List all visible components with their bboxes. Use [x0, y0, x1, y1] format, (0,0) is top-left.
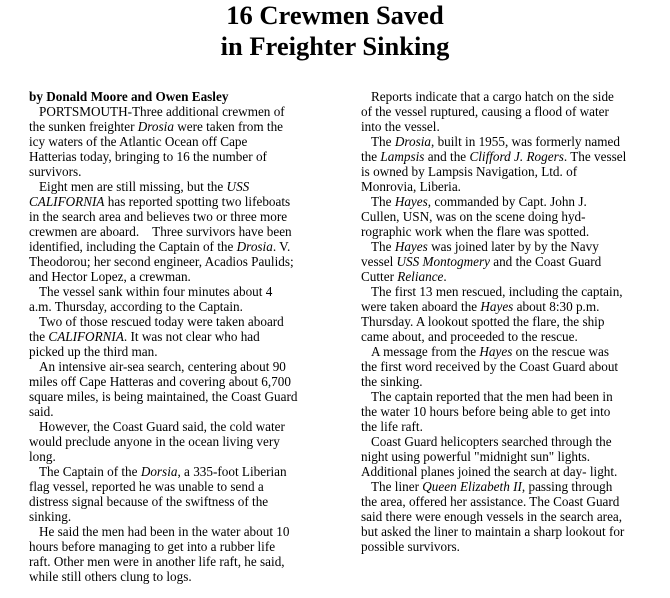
byline: by Donald Moore and Owen Easley [29, 89, 229, 104]
text-run: . [443, 269, 447, 284]
italic-text: Hayes [479, 344, 513, 359]
article-line [361, 134, 646, 149]
text-run: However, the Coast Guard said, the cold water [39, 419, 285, 434]
text-run: the sinking. [361, 374, 423, 389]
article-line [29, 419, 339, 434]
article-line [29, 374, 339, 389]
article-line [361, 419, 646, 434]
text-run: Reports indicate that a cargo hatch on the side [371, 89, 614, 104]
text-run: hours before managing to get into a rubber life [29, 539, 276, 554]
article-line [29, 299, 339, 314]
text-run: the sunken freighter [29, 119, 138, 134]
text-run: was joined later by by the Navy [427, 239, 599, 254]
text-run: , passing through [521, 479, 613, 494]
text-run: , commanded by Capt. John J. [427, 194, 587, 209]
article-line [29, 479, 339, 494]
text-run: Two of those rescued today were taken aboard [39, 314, 284, 329]
text-run: Monrovia, Liberia. [361, 179, 461, 194]
article-line [361, 494, 646, 509]
text-run: possible survivors. [361, 539, 460, 554]
text-run: into the vessel. [361, 119, 440, 134]
text-run: on the rescue was [512, 344, 610, 359]
text-run: said. [29, 404, 54, 419]
italic-text: Hayes [394, 194, 428, 209]
text-run: came about, and proceeded to the rescue. [361, 329, 578, 344]
text-run: Coast Guard helicopters searched through the [371, 434, 612, 449]
italic-text: Hayes [394, 239, 428, 254]
article-line [29, 389, 339, 404]
text-run: , a 335-foot Liberian [177, 464, 287, 479]
article-line [361, 509, 646, 524]
text-run: Theodorou; her second engineer, Acadios Paulids; [29, 254, 294, 269]
text-run: The liner [371, 479, 423, 494]
article-line [29, 134, 339, 149]
article-line [361, 284, 646, 299]
article-line [361, 179, 646, 194]
text-run: Eight men are still missing, but the [39, 179, 227, 194]
text-run: the water 10 hours before being able to get into [361, 404, 611, 419]
italic-text: Reliance [397, 269, 444, 284]
text-run: about 8:30 p.m. [513, 299, 600, 314]
text-run: is owned by Lampsis Navigation, Ltd. of [361, 164, 578, 179]
text-run: Thursday. A lookout spotted the flare, the ship [361, 314, 605, 329]
article-line [361, 344, 646, 359]
article-line [361, 389, 646, 404]
text-run: The vessel sank within four minutes about 4 [39, 284, 273, 299]
article-line [361, 329, 646, 344]
article-line [29, 464, 339, 479]
text-run: and Hector Lopez, a crewman. [29, 269, 191, 284]
text-run: survivors. [29, 164, 82, 179]
text-run: The [371, 239, 395, 254]
text-run: distress signal because of the swiftness of the [29, 494, 269, 509]
article-line [29, 539, 339, 554]
text-run: would preclude anyone in the ocean living very [29, 434, 280, 449]
text-run: Cutter [361, 269, 398, 284]
article-line [361, 164, 646, 179]
headline [0, 0, 670, 62]
article-line [29, 224, 339, 239]
text-run: The [371, 134, 395, 149]
italic-text: Drosia [394, 134, 431, 149]
text-run: Additional planes joined the search at day- light. [361, 464, 618, 479]
text-run: and the Coast Guard [489, 254, 602, 269]
text-run: flag vessel, reported he was unable to send a [29, 479, 264, 494]
italic-text: CALIFORNIA [29, 194, 105, 209]
article-line [361, 89, 646, 104]
text-run: were taken from the [173, 119, 284, 134]
article-line [29, 344, 339, 359]
article-line [29, 509, 339, 524]
text-run: , built in 1955, was formerly named [430, 134, 620, 149]
article-line [361, 404, 646, 419]
article-line [29, 569, 339, 584]
text-run: The captain reported that the men had been in [371, 389, 613, 404]
article-line [29, 314, 339, 329]
italic-text: USS [226, 179, 250, 194]
italic-text: Clifford J. Rogers [469, 149, 564, 164]
article-line [361, 524, 646, 539]
text-run: miles off Cape Hatteras and covering about 6,700 [29, 374, 291, 389]
text-run: Hatterias today, bringing to 16 the number of [29, 149, 267, 164]
italic-text: Drosia [137, 119, 174, 134]
article-line [29, 164, 339, 179]
text-run: has reported spotting two lifeboats [104, 194, 291, 209]
article-line [361, 194, 646, 209]
text-run: square miles, is being maintained, the Coast Guard [29, 389, 298, 404]
article-line [29, 434, 339, 449]
text-run: the [29, 329, 49, 344]
article-line [29, 239, 339, 254]
text-run: said there were enough vessels in the search area, [361, 509, 623, 524]
text-run: PORTSMOUTH-Three additional crewmen of [39, 104, 285, 119]
article-line [29, 494, 339, 509]
text-run: icy waters of the Atlantic Ocean off Cape [29, 134, 248, 149]
article-line [361, 479, 646, 494]
text-run: Cullen, USN, was on the scene doing hyd- [361, 209, 586, 224]
text-run: rographic work when the flare was spotted. [361, 224, 590, 239]
text-run: sinking. [29, 509, 72, 524]
text-run: The first 13 men rescued, including the captain, [371, 284, 623, 299]
text-run: night using powerful "midnight sun" lights. [361, 449, 591, 464]
text-run: in the search area and believes two or three more [29, 209, 288, 224]
article-line [29, 554, 339, 569]
article-line [361, 254, 646, 269]
article-line [361, 539, 646, 554]
article-column-right [361, 89, 646, 554]
italic-text: Dorsia [140, 464, 178, 479]
article-line [29, 194, 339, 209]
italic-text: CALIFORNIA [48, 329, 124, 344]
article-line [361, 239, 646, 254]
headline-line-2: in Freighter Sinking [220, 31, 450, 61]
text-run: raft. Other men were in another life raft, he said, [29, 554, 285, 569]
headline-line-1: 16 Crewmen Saved [226, 0, 444, 30]
article-line [29, 179, 339, 194]
article-line [29, 404, 339, 419]
article-line [361, 119, 646, 134]
article-line [361, 359, 646, 374]
text-run: . V. [272, 239, 291, 254]
text-run: vessel [361, 254, 397, 269]
article-line [361, 464, 646, 479]
italic-text: Drosia [236, 239, 273, 254]
article-line [361, 299, 646, 314]
article-column-left [29, 89, 339, 584]
article-line [361, 209, 646, 224]
article-line [29, 329, 339, 344]
text-run: were taken aboard the [361, 299, 481, 314]
italic-text: Hayes [480, 299, 514, 314]
article-line [361, 104, 646, 119]
article-line [361, 374, 646, 389]
text-run: the life raft. [361, 419, 423, 434]
text-run: but asked the liner to maintain a sharp lookout for [361, 524, 625, 539]
text-run: A message from the [371, 344, 480, 359]
italic-text: Queen Elizabeth II [422, 479, 522, 494]
article-line [361, 449, 646, 464]
text-run: a.m. Thursday, according to the Captain. [29, 299, 243, 314]
text-run: . It was not clear who had [123, 329, 260, 344]
article-line [29, 254, 339, 269]
article-line [29, 149, 339, 164]
text-run: while still others clung to logs. [29, 569, 192, 584]
article-line [29, 359, 339, 374]
text-run: He said the men had been in the water about 10 [39, 524, 290, 539]
text-run: long. [29, 449, 56, 464]
text-run: crewmen are aboard. Three survivors have been [29, 224, 292, 239]
text-run: the [361, 149, 381, 164]
text-run: identified, including the Captain of the [29, 239, 237, 254]
article-line [361, 269, 646, 284]
text-run: the area, offered her assistance. The Coast Guard [361, 494, 620, 509]
text-run: the first word received by the Coast Guard about [361, 359, 619, 374]
italic-text: Lampsis [380, 149, 425, 164]
article-line [29, 269, 339, 284]
article-line [361, 224, 646, 239]
text-run: of the vessel ruptured, causing a flood of water [361, 104, 609, 119]
article-line [361, 314, 646, 329]
article-line [361, 149, 646, 164]
text-run: The Captain of the [39, 464, 141, 479]
text-run: . The vessel [563, 149, 627, 164]
italic-text: USS Montogmery [396, 254, 490, 269]
article-line [29, 524, 339, 539]
text-run: An intensive air-sea search, centering about 90 [39, 359, 286, 374]
article-line [29, 119, 339, 134]
article-line [29, 284, 339, 299]
article-line [29, 209, 339, 224]
article-line [29, 104, 339, 119]
article-line [361, 434, 646, 449]
article-line [29, 449, 339, 464]
text-run: The [371, 194, 395, 209]
text-run: picked up the third man. [29, 344, 158, 359]
text-run: and the [424, 149, 470, 164]
